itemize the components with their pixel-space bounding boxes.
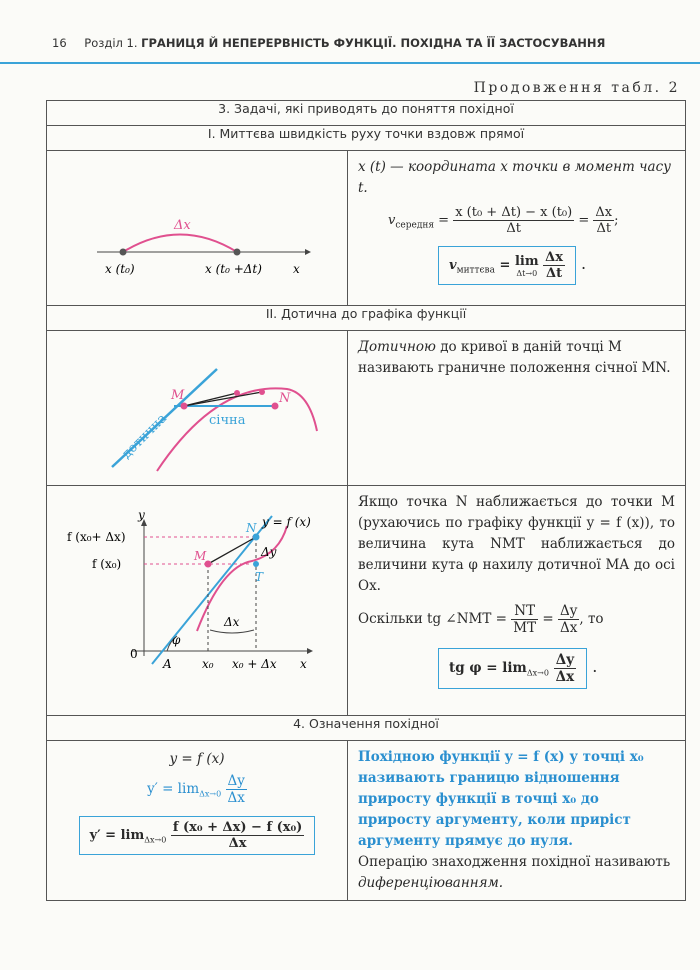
derivative-ratio-formula: $y' = \lim_{\Delta x\to 0}$ $\frac{\Delta y}{\Delta x}$ — [147, 773, 245, 806]
axis-x-label: x — [293, 262, 300, 276]
derivative-definition: Похідною функції y = f (x) у точці x₀ називають границю відношення приросту функції в точці x₀ до приросту аргументу, коли приріст аргументу прямує до нуля. — [358, 749, 644, 849]
differentiation-note: Операцію знаходження похідної називають диференціюванням. — [358, 854, 671, 891]
dx-label: Δx — [174, 218, 191, 233]
x0-label: x (t₀) — [105, 262, 135, 276]
subsection-1-title: І. Миттєва швидкість руху точки вздовж прямої — [47, 126, 686, 151]
dy-label: Δy — [261, 545, 277, 559]
continuation-label: Продовження табл. 2 — [473, 80, 680, 96]
secant-label: січна — [209, 413, 246, 428]
derivative-limit-formula: $y' = \lim_{\Delta x\to 0}$ $\frac{\text{f (x₀ + Δx) − f (x₀)}}{\Delta x}$ — [47, 816, 347, 855]
velocity-figure-cell — [47, 151, 348, 306]
origin-label: 0 — [130, 647, 138, 661]
point-t-label: T — [255, 570, 264, 584]
tangent-label: дотична — [119, 411, 170, 462]
dx-label: Δx — [224, 615, 240, 629]
slope-figure-cell — [47, 486, 348, 716]
section-3-title: 3. Задачі, які приводять до поняття похідної — [47, 101, 686, 126]
tg-phi-formula: tg $\varphi = \lim_{\Delta x\to 0}$ $\frac{\Delta y}{\Delta x}$ . — [348, 636, 685, 699]
tangent-text-cell — [348, 331, 686, 486]
point-a-label: A — [163, 657, 172, 671]
curve-label: y = f (x) — [262, 515, 311, 529]
chapter-title: ГРАНИЦЯ Й НЕПЕРЕРВНІСТЬ ФУНКЦІЇ. ПОХІДНА ТА ЇЇ ЗАСТОСУВАННЯ — [141, 36, 606, 50]
point-n-label: N — [246, 521, 257, 535]
velocity-figure — [47, 151, 347, 301]
v-instant-formula: $v_{миттєва}$ = lim Δt→0 $\frac{\Delta x}{\Delta t}$ . — [348, 236, 685, 293]
x0-label: x₀ — [202, 657, 214, 671]
x0dx-label: x₀ + Δx — [232, 657, 277, 671]
x1-label: x (t₀ +Δt) — [205, 262, 262, 276]
subsection-2-title: ІІ. Дотична до графіка функції — [47, 306, 686, 331]
slope-text-cell — [348, 486, 686, 716]
chapter-label: Розділ 1. — [84, 36, 138, 50]
tg-ratio-formula: Оскільки tg ∠NMT = $\frac{NT}{MT}$ = $\frac{\Delta y}{\Delta x}$ , то — [358, 603, 604, 636]
section-4-title: 4. Означення похідної — [47, 716, 686, 741]
phi-label: φ — [172, 633, 181, 647]
velocity-description: x (t) — координата x точки в момент часу t. — [358, 159, 671, 196]
point-m-label: M — [194, 549, 207, 563]
point-x0 — [120, 249, 127, 256]
derivative-formula-cell — [47, 741, 348, 901]
function-formula: y = f (x) — [169, 751, 225, 767]
y-axis-label: y — [138, 508, 145, 522]
derivative-definition-cell — [348, 741, 686, 901]
velocity-text-cell — [348, 151, 686, 306]
tangent-figure — [47, 331, 347, 481]
slope-description: Якщо точка N наближається до точки M (рухаючись по графіку функції y = f (x)), то величина кута NMT наближається до величини кута φ нахилу дотичної MA до осі Ox. — [358, 494, 675, 594]
v-average-formula: $v_{середня}$ = $\frac{\text{x (t₀ + Δt) − x (t₀)}}{\Delta t}$ = $\frac{\Delta x}{\Delta t}$ ; — [388, 205, 619, 236]
point-x1 — [234, 249, 241, 256]
page-number: 16 — [52, 36, 67, 50]
tangent-definition: Дотичною до кривої в даній точці M називають граничне положення січної MN. — [358, 339, 671, 376]
header-rule — [0, 62, 700, 64]
slope-figure — [47, 486, 347, 711]
theory-table — [46, 100, 686, 901]
point-n-label: N — [279, 391, 291, 406]
fx0-label: f (x₀) — [92, 557, 122, 571]
page-header — [52, 36, 605, 50]
x-axis-label: x — [300, 657, 307, 671]
point-m-label: M — [171, 388, 185, 403]
fx0dx-label: f (x₀+ Δx) — [67, 530, 126, 544]
tangent-figure-cell — [47, 331, 348, 486]
